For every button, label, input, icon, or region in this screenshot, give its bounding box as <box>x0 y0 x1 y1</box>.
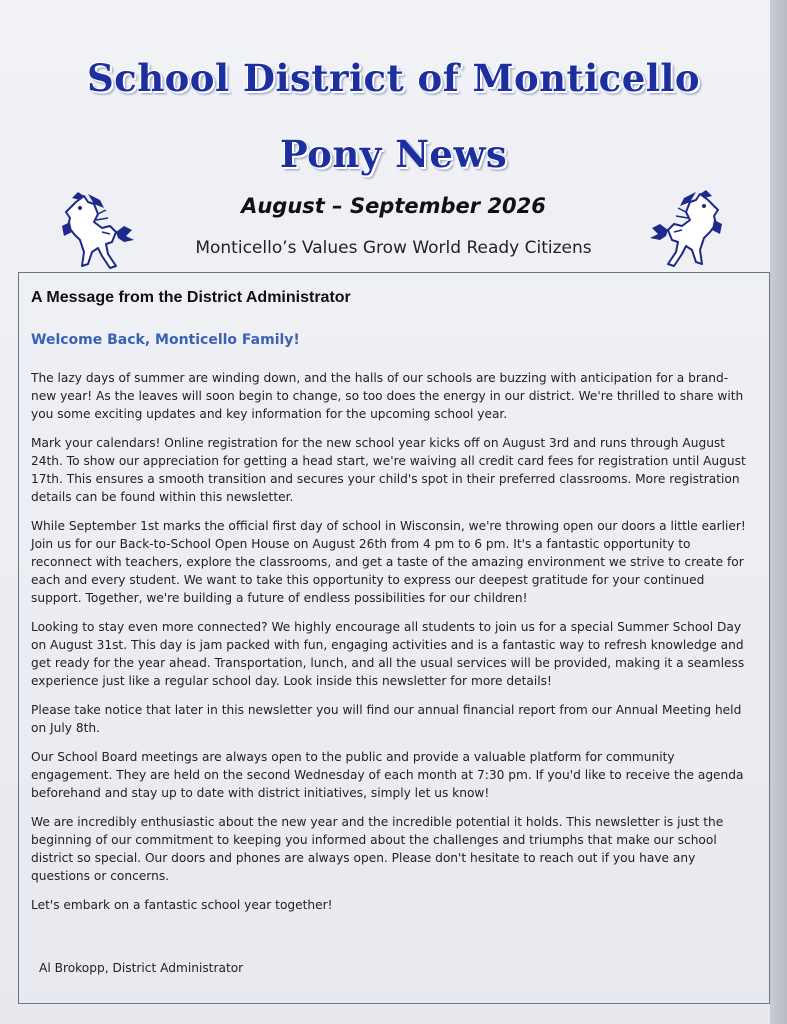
message-body <box>31 369 749 925</box>
paragraph: While September 1st marks the official first day of school in Wisconsin, we're throwing open our doors a little earlier! Join us for our Back-to-School Open House on August 26th from 4 pm to 6 pm. It's a fantastic opportunity to reconnect with teachers, explore the classrooms, and get a taste of the amazing environment we strive to create for each and every student. We want to take this opportunity to express our deepest gratitude for your continued support. Together, we're building a future of endless possibilities for our children! <box>31 519 746 605</box>
paragraph: Looking to stay even more connected? We highly encourage all students to join us for a special Summer School Day on August 31st. This day is jam packed with fun, engaging activities and is a fantastic way to refresh knowledge and get ready for the year ahead. Transportation, lunch, and all the usual services will be provided, making it a seamless experience just like a regular school day. Look inside this newsletter for more details! <box>31 620 745 688</box>
paragraph: The lazy days of summer are winding down, and the halls of our schools are buzzing with anticipation for a brand-new year! As the leaves will soon begin to change, so too does the energy in our district. We're thrilled to share with you some exciting updates and key information for the upcoming school year. <box>31 371 744 421</box>
paragraph: Our School Board meetings are always open to the public and provide a valuable platform for community engagement. They are held on the second Wednesday of each month at 7:30 pm. If you'd like to receive the agenda beforehand and stay up to date with district initiatives, simply let us know! <box>31 750 744 800</box>
paragraph: Let's embark on a fantastic school year together! <box>31 898 333 912</box>
district-title: School District of Monticello <box>86 56 701 100</box>
message-box <box>18 272 770 1004</box>
pony-mascot-icon <box>648 190 726 274</box>
paragraph: We are incredibly enthusiastic about the new year and the incredible potential it holds. This newsletter is just the beginning of our commitment to keeping you informed about the challenges and triumphs that make our school district so special. Our doors and phones are always open. Please don't hesitate to reach out if you have any questions or concerns. <box>31 815 724 883</box>
signature: Al Brokopp, District Administrator <box>39 961 244 975</box>
tagline: Monticello’s Values Grow World Ready Citizens <box>195 238 592 258</box>
pony-mascot-icon <box>58 192 136 276</box>
newsletter-title: Pony News <box>279 132 508 176</box>
paragraph: Mark your calendars! Online registration for the new school year kicks off on August 3rd and runs through August 24th. To show our appreciation for getting a head start, we're waiving all credit card fees for registration until August 17th. This ensures a smooth transition and secures your child's spot in their preferred classrooms. More registration details can be found within this newsletter. <box>31 436 746 504</box>
welcome-heading: Welcome Back, Monticello Family! <box>31 332 300 348</box>
issue-dates: August – September 2026 <box>241 194 546 218</box>
paragraph: Please take notice that later in this newsletter you will find our annual financial report from our Annual Meeting held on July 8th. <box>31 703 742 735</box>
message-heading: A Message from the District Administrator <box>31 289 351 306</box>
